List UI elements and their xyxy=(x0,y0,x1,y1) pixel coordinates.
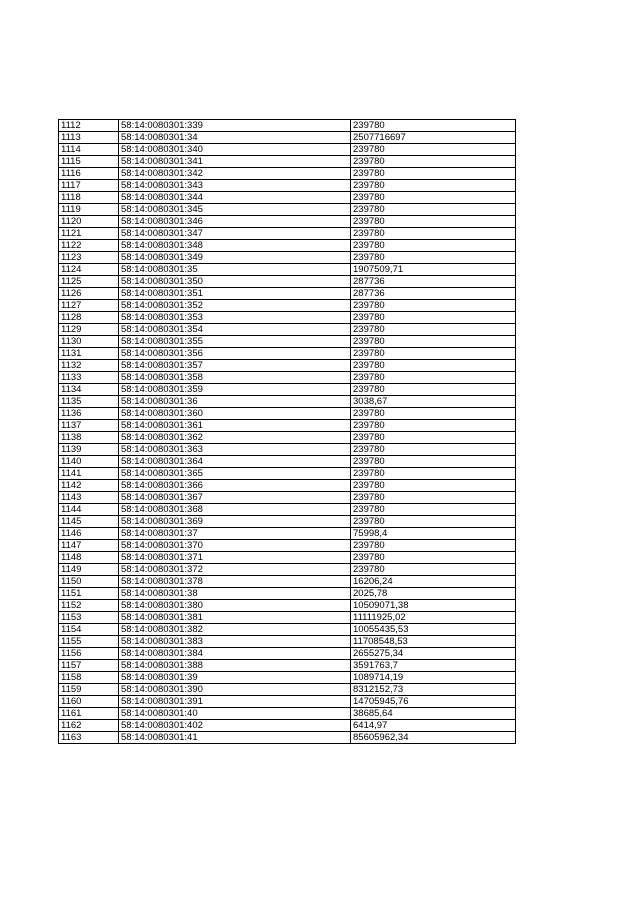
row-number-cell: 1141 xyxy=(59,468,119,480)
cadastral-number-cell: 58:14:0080301:371 xyxy=(119,552,351,564)
table-row xyxy=(59,420,516,432)
cadastral-number-cell: 58:14:0080301:360 xyxy=(119,408,351,420)
cadastral-number-cell: 58:14:0080301:342 xyxy=(119,168,351,180)
table-row xyxy=(59,360,516,372)
table-row xyxy=(59,696,516,708)
cadastral-number-cell: 58:14:0080301:346 xyxy=(119,216,351,228)
value-cell: 239780 xyxy=(351,240,516,252)
table-row xyxy=(59,240,516,252)
table-row xyxy=(59,348,516,360)
table-row xyxy=(59,660,516,672)
cadastral-number-cell: 58:14:0080301:372 xyxy=(119,564,351,576)
cadastral-number-cell: 58:14:0080301:358 xyxy=(119,372,351,384)
row-number-cell: 1154 xyxy=(59,624,119,636)
cadastral-number-cell: 58:14:0080301:355 xyxy=(119,336,351,348)
value-cell: 287736 xyxy=(351,276,516,288)
value-cell: 3591763,7 xyxy=(351,660,516,672)
table-row xyxy=(59,192,516,204)
value-cell: 1907509,71 xyxy=(351,264,516,276)
row-number-cell: 1138 xyxy=(59,432,119,444)
value-cell: 239780 xyxy=(351,420,516,432)
row-number-cell: 1119 xyxy=(59,204,119,216)
value-cell: 239780 xyxy=(351,312,516,324)
row-number-cell: 1126 xyxy=(59,288,119,300)
row-number-cell: 1134 xyxy=(59,384,119,396)
row-number-cell: 1151 xyxy=(59,588,119,600)
value-cell: 10509071,38 xyxy=(351,600,516,612)
cadastral-number-cell: 58:14:0080301:41 xyxy=(119,732,351,744)
table-row xyxy=(59,444,516,456)
value-cell: 239780 xyxy=(351,348,516,360)
cadastral-number-cell: 58:14:0080301:364 xyxy=(119,456,351,468)
table-row xyxy=(59,132,516,144)
cadastral-number-cell: 58:14:0080301:382 xyxy=(119,624,351,636)
cadastral-number-cell: 58:14:0080301:362 xyxy=(119,432,351,444)
table-body xyxy=(59,120,516,744)
value-cell: 239780 xyxy=(351,540,516,552)
table-row xyxy=(59,144,516,156)
cadastral-number-cell: 58:14:0080301:341 xyxy=(119,156,351,168)
cadastral-number-cell: 58:14:0080301:368 xyxy=(119,504,351,516)
cadastral-number-cell: 58:14:0080301:351 xyxy=(119,288,351,300)
cadastral-number-cell: 58:14:0080301:402 xyxy=(119,720,351,732)
cadastral-number-cell: 58:14:0080301:388 xyxy=(119,660,351,672)
cadastral-number-cell: 58:14:0080301:367 xyxy=(119,492,351,504)
cadastral-number-cell: 58:14:0080301:370 xyxy=(119,540,351,552)
value-cell: 11111925,02 xyxy=(351,612,516,624)
row-number-cell: 1147 xyxy=(59,540,119,552)
table-row xyxy=(59,204,516,216)
table-row xyxy=(59,504,516,516)
cadastral-number-cell: 58:14:0080301:353 xyxy=(119,312,351,324)
value-cell: 2655275,34 xyxy=(351,648,516,660)
row-number-cell: 1150 xyxy=(59,576,119,588)
value-cell: 239780 xyxy=(351,156,516,168)
value-cell: 239780 xyxy=(351,144,516,156)
row-number-cell: 1122 xyxy=(59,240,119,252)
value-cell: 8312152,73 xyxy=(351,684,516,696)
row-number-cell: 1146 xyxy=(59,528,119,540)
table-row xyxy=(59,396,516,408)
row-number-cell: 1152 xyxy=(59,600,119,612)
row-number-cell: 1132 xyxy=(59,360,119,372)
table-row xyxy=(59,540,516,552)
row-number-cell: 1162 xyxy=(59,720,119,732)
cadastral-number-cell: 58:14:0080301:350 xyxy=(119,276,351,288)
row-number-cell: 1144 xyxy=(59,504,119,516)
row-number-cell: 1137 xyxy=(59,420,119,432)
row-number-cell: 1140 xyxy=(59,456,119,468)
table-row xyxy=(59,300,516,312)
table-row xyxy=(59,264,516,276)
table-row xyxy=(59,468,516,480)
cadastral-number-cell: 58:14:0080301:369 xyxy=(119,516,351,528)
value-cell: 239780 xyxy=(351,432,516,444)
value-cell: 239780 xyxy=(351,360,516,372)
row-number-cell: 1127 xyxy=(59,300,119,312)
table-row xyxy=(59,528,516,540)
row-number-cell: 1142 xyxy=(59,480,119,492)
row-number-cell: 1161 xyxy=(59,708,119,720)
table-row xyxy=(59,216,516,228)
row-number-cell: 1116 xyxy=(59,168,119,180)
value-cell: 10055435,53 xyxy=(351,624,516,636)
row-number-cell: 1158 xyxy=(59,672,119,684)
cadastral-number-cell: 58:14:0080301:349 xyxy=(119,252,351,264)
table-row xyxy=(59,636,516,648)
row-number-cell: 1118 xyxy=(59,192,119,204)
value-cell: 239780 xyxy=(351,372,516,384)
table-row xyxy=(59,588,516,600)
cadastral-number-cell: 58:14:0080301:361 xyxy=(119,420,351,432)
table-row xyxy=(59,648,516,660)
cadastral-number-cell: 58:14:0080301:36 xyxy=(119,396,351,408)
table-row xyxy=(59,600,516,612)
table-row xyxy=(59,576,516,588)
value-cell: 239780 xyxy=(351,444,516,456)
cadastral-number-cell: 58:14:0080301:354 xyxy=(119,324,351,336)
cadastral-number-cell: 58:14:0080301:365 xyxy=(119,468,351,480)
table-row xyxy=(59,564,516,576)
value-cell: 239780 xyxy=(351,216,516,228)
value-cell: 14705945,76 xyxy=(351,696,516,708)
value-cell: 239780 xyxy=(351,300,516,312)
value-cell: 239780 xyxy=(351,252,516,264)
row-number-cell: 1157 xyxy=(59,660,119,672)
row-number-cell: 1130 xyxy=(59,336,119,348)
value-cell: 239780 xyxy=(351,336,516,348)
cadastral-number-cell: 58:14:0080301:357 xyxy=(119,360,351,372)
value-cell: 239780 xyxy=(351,384,516,396)
value-cell: 239780 xyxy=(351,204,516,216)
value-cell: 239780 xyxy=(351,192,516,204)
cadastral-number-cell: 58:14:0080301:352 xyxy=(119,300,351,312)
row-number-cell: 1129 xyxy=(59,324,119,336)
value-cell: 239780 xyxy=(351,456,516,468)
value-cell: 38685,64 xyxy=(351,708,516,720)
value-cell: 239780 xyxy=(351,228,516,240)
cadastral-number-cell: 58:14:0080301:344 xyxy=(119,192,351,204)
table-row xyxy=(59,288,516,300)
value-cell: 239780 xyxy=(351,504,516,516)
row-number-cell: 1156 xyxy=(59,648,119,660)
row-number-cell: 1149 xyxy=(59,564,119,576)
table-row xyxy=(59,120,516,132)
cadastral-number-cell: 58:14:0080301:39 xyxy=(119,672,351,684)
table-row xyxy=(59,168,516,180)
cadastral-number-cell: 58:14:0080301:345 xyxy=(119,204,351,216)
table-row xyxy=(59,480,516,492)
row-number-cell: 1128 xyxy=(59,312,119,324)
value-cell: 16206,24 xyxy=(351,576,516,588)
row-number-cell: 1124 xyxy=(59,264,119,276)
table-row xyxy=(59,708,516,720)
cadastral-number-cell: 58:14:0080301:384 xyxy=(119,648,351,660)
row-number-cell: 1153 xyxy=(59,612,119,624)
table-row xyxy=(59,552,516,564)
table-row xyxy=(59,432,516,444)
cadastral-number-cell: 58:14:0080301:366 xyxy=(119,480,351,492)
value-cell: 239780 xyxy=(351,180,516,192)
cadastral-number-cell: 58:14:0080301:363 xyxy=(119,444,351,456)
table-row xyxy=(59,732,516,744)
cadastral-number-cell: 58:14:0080301:347 xyxy=(119,228,351,240)
cadastral-number-cell: 58:14:0080301:35 xyxy=(119,264,351,276)
row-number-cell: 1131 xyxy=(59,348,119,360)
cadastral-number-cell: 58:14:0080301:38 xyxy=(119,588,351,600)
cadastral-number-cell: 58:14:0080301:40 xyxy=(119,708,351,720)
table-row xyxy=(59,252,516,264)
row-number-cell: 1125 xyxy=(59,276,119,288)
table-row xyxy=(59,312,516,324)
value-cell: 287736 xyxy=(351,288,516,300)
row-number-cell: 1123 xyxy=(59,252,119,264)
row-number-cell: 1115 xyxy=(59,156,119,168)
row-number-cell: 1114 xyxy=(59,144,119,156)
value-cell: 239780 xyxy=(351,120,516,132)
value-cell: 239780 xyxy=(351,324,516,336)
row-number-cell: 1148 xyxy=(59,552,119,564)
row-number-cell: 1143 xyxy=(59,492,119,504)
table-row xyxy=(59,456,516,468)
row-number-cell: 1133 xyxy=(59,372,119,384)
value-cell: 1089714,19 xyxy=(351,672,516,684)
value-cell: 239780 xyxy=(351,564,516,576)
cadastral-number-cell: 58:14:0080301:348 xyxy=(119,240,351,252)
table-row xyxy=(59,228,516,240)
cadastral-number-cell: 58:14:0080301:391 xyxy=(119,696,351,708)
value-cell: 239780 xyxy=(351,552,516,564)
table-row xyxy=(59,720,516,732)
cadastral-number-cell: 58:14:0080301:383 xyxy=(119,636,351,648)
cadastral-number-cell: 58:14:0080301:343 xyxy=(119,180,351,192)
value-cell: 85605962,34 xyxy=(351,732,516,744)
table-row xyxy=(59,384,516,396)
table-row xyxy=(59,624,516,636)
cadastral-number-cell: 58:14:0080301:380 xyxy=(119,600,351,612)
value-cell: 2025,78 xyxy=(351,588,516,600)
row-number-cell: 1120 xyxy=(59,216,119,228)
value-cell: 239780 xyxy=(351,468,516,480)
table-row xyxy=(59,276,516,288)
cadastral-number-cell: 58:14:0080301:340 xyxy=(119,144,351,156)
cadastral-number-cell: 58:14:0080301:378 xyxy=(119,576,351,588)
value-cell: 6414,97 xyxy=(351,720,516,732)
cadastral-number-cell: 58:14:0080301:339 xyxy=(119,120,351,132)
row-number-cell: 1136 xyxy=(59,408,119,420)
value-cell: 3038,67 xyxy=(351,396,516,408)
value-cell: 239780 xyxy=(351,516,516,528)
row-number-cell: 1121 xyxy=(59,228,119,240)
cadastral-number-cell: 58:14:0080301:356 xyxy=(119,348,351,360)
table-row xyxy=(59,612,516,624)
row-number-cell: 1112 xyxy=(59,120,119,132)
row-number-cell: 1160 xyxy=(59,696,119,708)
cadastral-number-cell: 58:14:0080301:359 xyxy=(119,384,351,396)
row-number-cell: 1163 xyxy=(59,732,119,744)
table-row xyxy=(59,492,516,504)
cadastral-table-container xyxy=(58,119,515,744)
row-number-cell: 1135 xyxy=(59,396,119,408)
row-number-cell: 1155 xyxy=(59,636,119,648)
value-cell: 239780 xyxy=(351,408,516,420)
table-row xyxy=(59,336,516,348)
cadastral-value-table xyxy=(58,119,516,744)
row-number-cell: 1159 xyxy=(59,684,119,696)
row-number-cell: 1139 xyxy=(59,444,119,456)
row-number-cell: 1145 xyxy=(59,516,119,528)
value-cell: 2507716697 xyxy=(351,132,516,144)
value-cell: 239780 xyxy=(351,480,516,492)
table-row xyxy=(59,408,516,420)
value-cell: 239780 xyxy=(351,492,516,504)
table-row xyxy=(59,180,516,192)
cadastral-number-cell: 58:14:0080301:34 xyxy=(119,132,351,144)
table-row xyxy=(59,156,516,168)
table-row xyxy=(59,324,516,336)
row-number-cell: 1113 xyxy=(59,132,119,144)
table-row xyxy=(59,372,516,384)
cadastral-number-cell: 58:14:0080301:37 xyxy=(119,528,351,540)
value-cell: 239780 xyxy=(351,168,516,180)
value-cell: 11708548,53 xyxy=(351,636,516,648)
table-row xyxy=(59,684,516,696)
table-row xyxy=(59,672,516,684)
table-row xyxy=(59,516,516,528)
row-number-cell: 1117 xyxy=(59,180,119,192)
cadastral-number-cell: 58:14:0080301:381 xyxy=(119,612,351,624)
value-cell: 75998,4 xyxy=(351,528,516,540)
cadastral-number-cell: 58:14:0080301:390 xyxy=(119,684,351,696)
